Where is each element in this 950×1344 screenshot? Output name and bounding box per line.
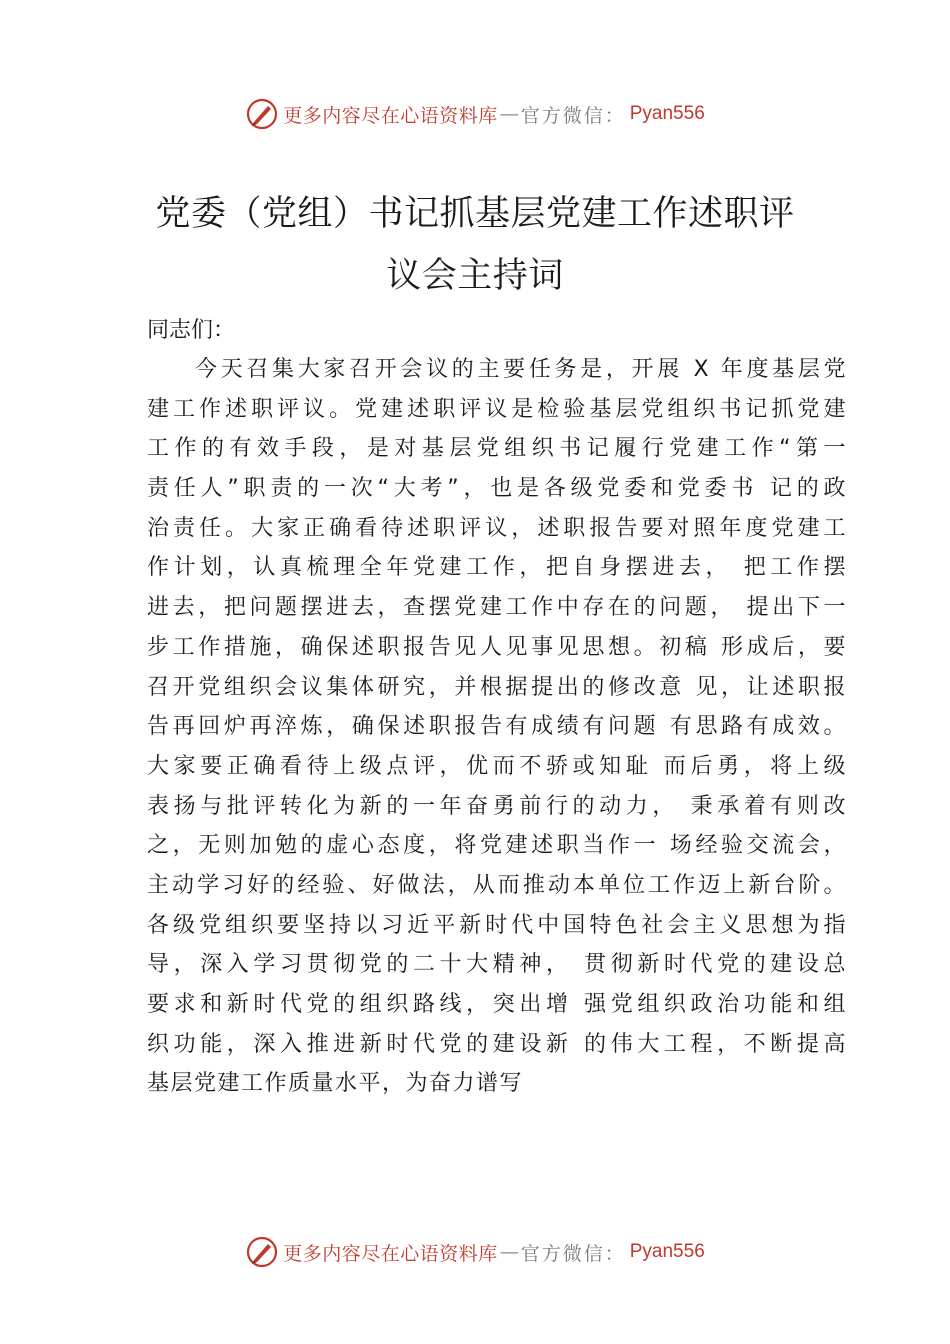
body-line: 召开党组织会议集体研究，并根据提出的修改意 见，让述职报: [147, 674, 847, 700]
body-line: 进去，把问题摆进去，查摆党建工作中存在的问题， 提出下一: [147, 595, 847, 621]
body-line: 责任人”职责的一次“大考”，也是各级党委和党委书 记的政: [147, 476, 847, 502]
body-line: 主动学习好的经验、好做法，从而推动本单位工作迈上新台阶。: [147, 872, 847, 898]
header-watermark-banner: [0, 94, 950, 134]
banner-grey-text: 官方微信：: [520, 1242, 626, 1265]
banner-dash: —: [499, 1241, 519, 1263]
body-line: 建工作述职评议。党建述职评议是检验基层党组织书记抓党建: [147, 396, 847, 422]
document-title-line-2: 议会主持词: [386, 256, 564, 296]
body-line: 各级党组织要坚持以习近平新时代中国特色社会主义思想为指: [147, 912, 847, 938]
banner-handle: Pyan556: [629, 1241, 705, 1262]
body-line: 今天召集大家召开会议的主要任务是，开展 X 年度基层党: [195, 357, 847, 382]
banner-red-text: 更多内容尽在心语资料库: [283, 104, 498, 127]
body-line: 基层党建工作质量水平，为奋力谱写: [147, 1071, 524, 1097]
body-line: 表扬与批评转化为新的一年奋勇前行的动力， 秉承着有则改: [147, 793, 847, 819]
footer-watermark-banner: [0, 1232, 950, 1272]
body-paragraph: [147, 350, 847, 1104]
pen-logo-icon: [245, 97, 279, 131]
body-line: 织功能，深入推进新时代党的建设新 的伟大工程，不断提高: [147, 1031, 847, 1057]
salutation: 同志们：: [147, 318, 236, 343]
body-line: 要求和新时代党的组织路线，突出增 强党组织政治功能和组: [147, 992, 847, 1017]
body-line: 治责任。大家正确看待述职评议，述职报告要对照年度党建工: [147, 515, 847, 541]
body-line: 之，无则加勉的虚心态度，将党建述职当作一 场经验交流会，: [147, 833, 847, 859]
banner-handle: Pyan556: [629, 103, 705, 124]
body-line: 步工作措施，确保述职报告见人见事见思想。初稿 形成后，要: [147, 634, 847, 660]
pen-logo-icon: [245, 1235, 279, 1269]
banner-dash: —: [499, 103, 519, 125]
body-line: 导，深入学习贯彻党的二十大精神， 贯彻新时代党的建设总: [147, 952, 847, 978]
body-line: 工作的有效手段，是对基层党组织书记履行党建工作“第一: [147, 436, 847, 462]
banner-grey-text: 官方微信：: [520, 104, 626, 127]
body-line: 作计划，认真梳理全年党建工作，把自身摆进去， 把工作摆: [147, 555, 847, 581]
body-line: 大家要正确看待上级点评，优而不骄或知耻 而后勇，将上级: [147, 753, 847, 779]
banner-red-text: 更多内容尽在心语资料库: [283, 1242, 498, 1265]
document-title-line-1: 党委（党组）书记抓基层党建工作述职评: [155, 194, 795, 234]
body-line: 告再回炉再淬炼，确保述职报告有成绩有问题 有思路有成效。: [147, 714, 847, 740]
